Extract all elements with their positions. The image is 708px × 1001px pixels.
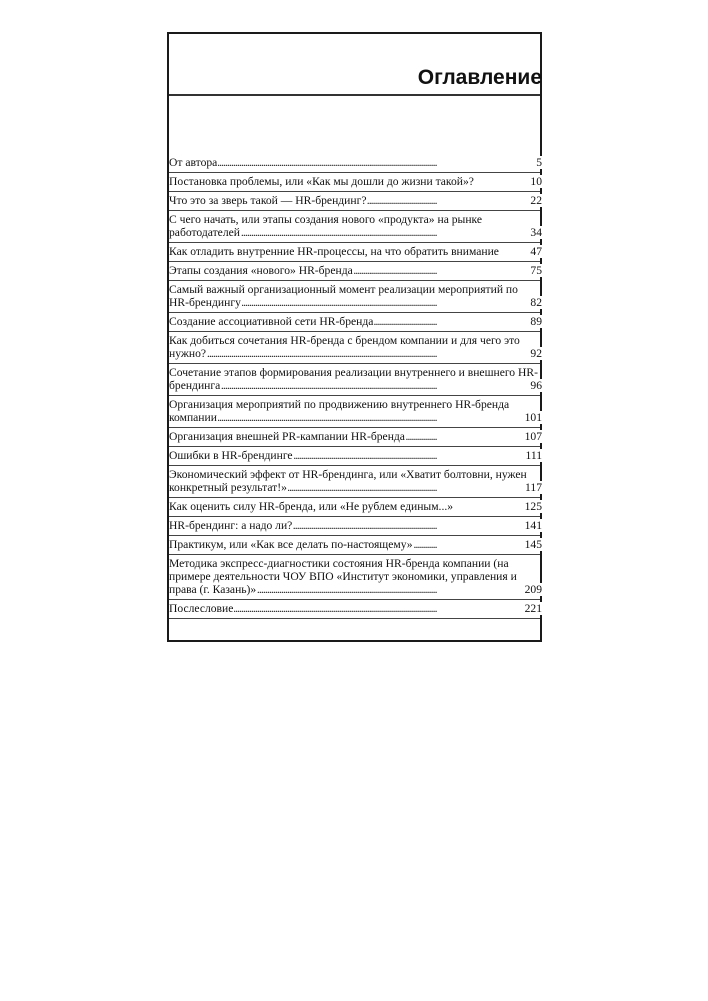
toc-entry[interactable] xyxy=(169,154,540,173)
toc-entry-title: Постановка проблемы, или «Как мы дошли до жизни такой»? xyxy=(169,175,474,188)
toc-entry-page: 5 xyxy=(536,156,542,169)
toc-entry-title: Ошибки в HR-брендинге xyxy=(169,449,293,462)
toc-entry[interactable] xyxy=(169,600,540,619)
toc-entry-title: Организация внешней PR-кампании HR-бренда xyxy=(169,430,405,443)
toc-entry-page: 145 xyxy=(524,538,542,551)
toc-entry[interactable] xyxy=(169,396,540,428)
toc-entry-title: Как отладить внутренние HR-процессы, на что обратить внимание xyxy=(169,245,499,258)
toc-entry[interactable] xyxy=(169,364,540,396)
toc-entry[interactable] xyxy=(169,173,540,192)
toc-entry-page: 209 xyxy=(524,583,542,596)
toc-entry-page: 47 xyxy=(530,245,542,258)
toc-entry[interactable] xyxy=(169,447,540,466)
toc-entry-title: От автора xyxy=(169,156,218,169)
toc-entry-page: 75 xyxy=(530,264,542,277)
toc-entry-title: Экономический эффект от HR-брендинга, или «Хватит болтовни, нужен конкретный результат!» xyxy=(169,468,527,494)
toc-entry[interactable] xyxy=(169,555,540,600)
toc-entry[interactable] xyxy=(169,281,540,313)
toc-entry-page: 111 xyxy=(525,449,542,462)
toc-entry-page: 107 xyxy=(524,430,542,443)
toc-entry[interactable] xyxy=(169,332,540,364)
toc-entry-page: 92 xyxy=(530,347,542,360)
toc-entry[interactable] xyxy=(169,313,540,332)
toc-entry-page: 125 xyxy=(524,500,542,513)
toc-entry-page: 22 xyxy=(530,194,542,207)
toc-entry-title: HR-брендинг: а надо ли? xyxy=(169,519,293,532)
toc-list xyxy=(169,154,540,619)
toc-entry-page: 96 xyxy=(530,379,542,392)
toc-entry[interactable] xyxy=(169,262,540,281)
toc-entry-title: Послесловие xyxy=(169,602,234,615)
toc-entry-title: С чего начать, или этапы создания нового «продукта» на рынке работодателей xyxy=(169,213,483,239)
toc-entry-page: 89 xyxy=(530,315,542,328)
toc-page xyxy=(167,32,542,642)
toc-entry-page: 10 xyxy=(530,175,542,188)
toc-entry-page: 141 xyxy=(524,519,542,532)
toc-heading: Оглавление xyxy=(417,66,542,89)
toc-entry-title: Практикум, или «Как все делать по-настоящему» xyxy=(169,538,413,551)
toc-entry-title: Создание ассоциативной сети HR-бренда xyxy=(169,315,374,328)
toc-header xyxy=(169,34,540,96)
toc-entry-page: 221 xyxy=(524,602,542,615)
toc-entry[interactable] xyxy=(169,466,540,498)
toc-entry-title: Методика экспресс-диагностики состояния HR-бренда компании (на примере деятельности ЧОУ ВПО «Институт экономики, управления и права (г. Казань)» xyxy=(169,557,517,596)
toc-entry-title: Сочетание этапов формирования реализации внутреннего и внешнего HR-брендинга xyxy=(169,366,538,392)
toc-entry[interactable] xyxy=(169,498,540,517)
toc-entry-title: Организация мероприятий по продвижению внутреннего HR-бренда компании xyxy=(169,398,510,424)
toc-entry-page: 82 xyxy=(530,296,542,309)
toc-entry-title: Что это за зверь такой — HR-брендинг? xyxy=(169,194,367,207)
toc-entry[interactable] xyxy=(169,517,540,536)
toc-entry-title: Как добиться сочетания HR-бренда с брендом компании и для чего это нужно? xyxy=(169,334,520,360)
toc-entry-page: 34 xyxy=(530,226,542,239)
toc-entry-title: Как оценить силу HR-бренда, или «Не рублем единым...» xyxy=(169,500,454,513)
toc-entry[interactable] xyxy=(169,192,540,211)
toc-entry[interactable] xyxy=(169,428,540,447)
toc-entry[interactable] xyxy=(169,243,540,262)
toc-entry-page: 101 xyxy=(524,411,542,424)
toc-entry-title: Самый важный организационный момент реализации мероприятий по HR-брендингу xyxy=(169,283,518,309)
toc-entry-page: 117 xyxy=(525,481,542,494)
toc-entry-title: Этапы создания «нового» HR-бренда xyxy=(169,264,353,277)
toc-entry[interactable] xyxy=(169,211,540,243)
toc-entry[interactable] xyxy=(169,536,540,555)
